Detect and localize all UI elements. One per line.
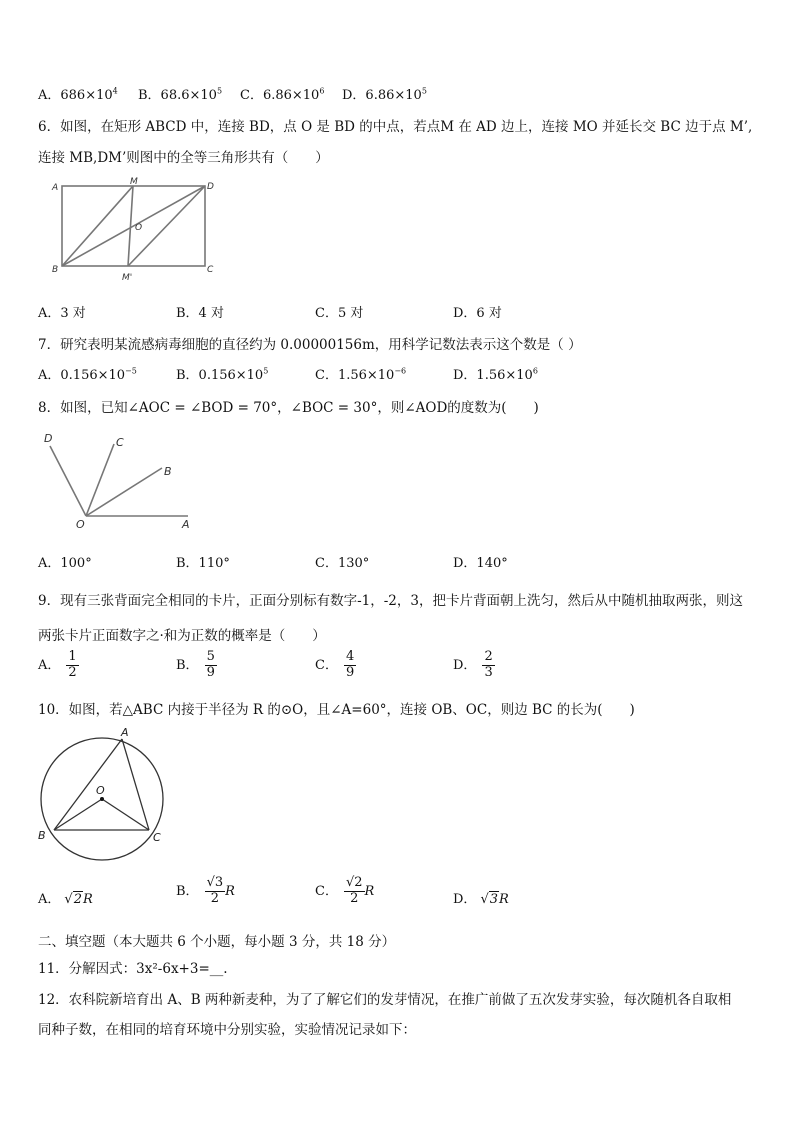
q10-option-d: D． √3R bbox=[453, 892, 509, 907]
q10-option-b: B． $\frac{√3}{2}$ R bbox=[176, 875, 235, 906]
q8-stem: 8．如图，已知∠AOC = ∠BOD = 70°，∠BOC = 30°，则∠AOD的度数为( ) bbox=[38, 400, 539, 416]
q6-label-m-prime: M' bbox=[122, 273, 133, 283]
q7-option-b: B．$0.156\times 10^5$ bbox=[176, 366, 269, 383]
q6-rectangle-figure bbox=[40, 176, 230, 286]
q12-stem-line2: 同种子数，在相同的培育环境中分别实验，实验情况记录如下： bbox=[38, 1022, 416, 1038]
q10-label-c: C bbox=[153, 831, 161, 844]
q8-option-b: B．110° bbox=[176, 556, 230, 571]
q9-stem-line1: 9．现有三张背面完全相同的卡片，正面分别标有数字-1，-2，3，把卡片背面朝上洗匀，然后从中随机抽取两张，则这 bbox=[38, 593, 743, 609]
q8-label-c: C bbox=[116, 436, 124, 449]
q9-option-c: C． $\frac{4}{9}$ bbox=[315, 649, 355, 680]
q5-option-a: A．$686\times 10^4$ bbox=[38, 86, 118, 103]
q6-option-d: D．6 对 bbox=[453, 306, 502, 321]
q5-option-c: C．$6.86\times 10^6$ bbox=[240, 86, 325, 103]
q10-label-a: A bbox=[121, 726, 129, 739]
q8-label-d: D bbox=[44, 432, 53, 445]
q6-label-m: M bbox=[130, 177, 138, 187]
section2-heading: 二、填空题（本大题共 6 个小题，每小题 3 分，共 18 分） bbox=[38, 934, 396, 950]
q5-option-d: D．$6.86\times 10^5$ bbox=[342, 86, 427, 103]
q8-label-a: A bbox=[182, 518, 190, 531]
q5-option-b: B．$68.6\times 10^5$ bbox=[138, 86, 223, 103]
q6-option-a: A．3 对 bbox=[38, 306, 86, 321]
q8-option-d: D．140° bbox=[453, 556, 508, 571]
q6-stem-line2: 连接 MB,DM’则图中的全等三角形共有（ ） bbox=[38, 150, 329, 166]
q10-stem: 10．如图，若△ABC 内接于半径为 R 的⊙O，且∠A=60°，连接 OB、OC，则边 BC 的长为( ) bbox=[38, 702, 635, 718]
q9-option-b: B． $\frac{5}{9}$ bbox=[176, 649, 215, 680]
q10-label-o: O bbox=[96, 784, 105, 797]
q7-option-c: C．$1.56\times 10^{-6}$ bbox=[315, 366, 407, 383]
q8-option-c: C．130° bbox=[315, 556, 370, 571]
q8-option-a: A．100° bbox=[38, 556, 92, 571]
q11-stem: 11．分解因式：3x²-6x+3=__. bbox=[38, 961, 228, 977]
q6-label-o: O bbox=[135, 223, 143, 233]
q6-option-b: B．4 对 bbox=[176, 306, 224, 321]
q6-stem-line1: 6．如图，在矩形 ABCD 中，连接 BD，点 O 是 BD 的中点，若点M 在 AD 边上，连接 MO 并延长交 BC 边于点 M’, bbox=[38, 119, 753, 135]
q9-option-d: D． $\frac{2}{3}$ bbox=[453, 649, 493, 680]
q10-option-c: C． $\frac{√2}{2}$ R bbox=[315, 875, 375, 906]
q8-angle-figure bbox=[38, 426, 198, 536]
q9-option-a: A． $\frac{1}{2}$ bbox=[38, 649, 77, 680]
q7-option-a: A．$0.156\times 10^{-5}$ bbox=[38, 366, 137, 383]
q6-option-c: C．5 对 bbox=[315, 306, 364, 321]
q7-stem: 7．研究表明某流感病毒细胞的直径约为 0.00000156m，用科学记数法表示这个数是（ ） bbox=[38, 337, 582, 353]
q6-label-b: B bbox=[52, 265, 59, 275]
q6-label-c: C bbox=[207, 265, 214, 275]
q12-stem-line1: 12．农科院新培育出 A、B 两种新麦种，为了了解它们的发芽情况，在推广前做了五次发芽实验，每次随机各自取相 bbox=[38, 992, 732, 1008]
q7-option-d: D．$1.56\times 10^6$ bbox=[453, 366, 538, 383]
q8-label-o: O bbox=[76, 518, 85, 531]
q10-label-b: B bbox=[38, 829, 46, 842]
q6-label-a: A bbox=[52, 183, 59, 193]
q10-option-a: A． √2R bbox=[38, 892, 93, 907]
q10-circle-figure bbox=[32, 722, 172, 868]
q9-stem-line2: 两张卡片正面数字之·和为正数的概率是（ ） bbox=[38, 628, 326, 644]
q6-label-d: D bbox=[207, 182, 214, 192]
q8-label-b: B bbox=[164, 465, 172, 478]
